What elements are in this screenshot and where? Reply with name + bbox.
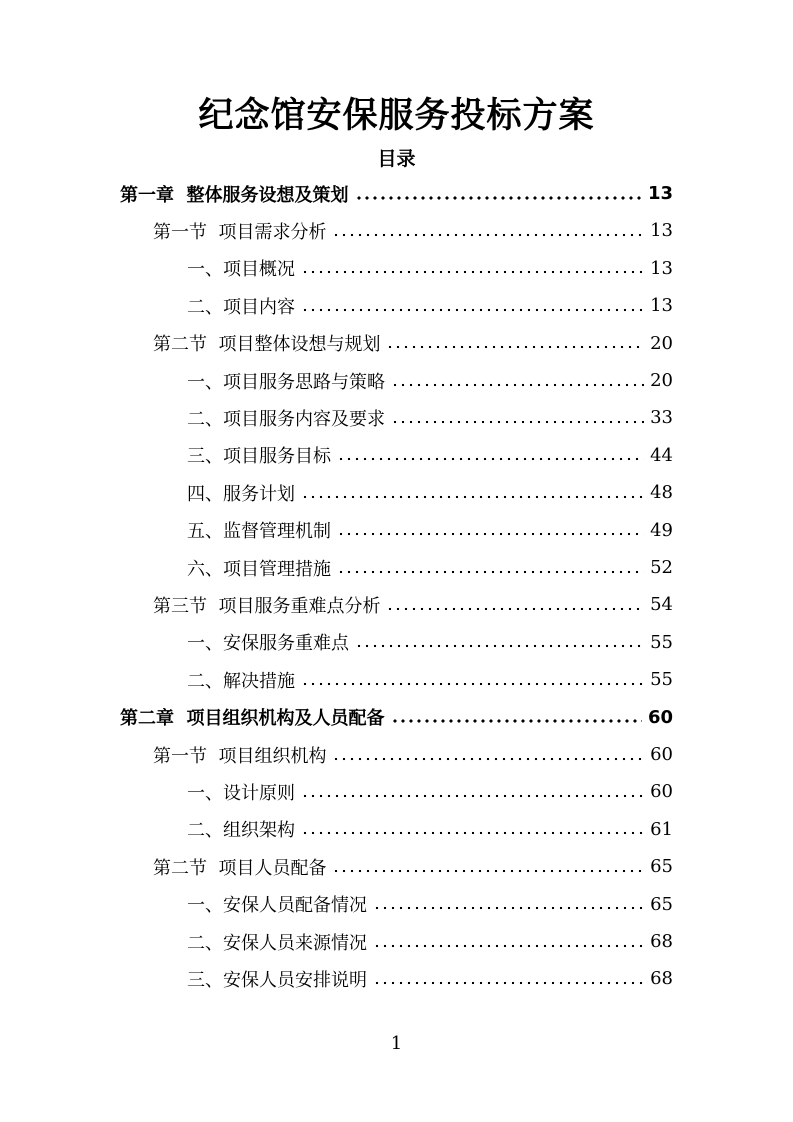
toc-entry-item[interactable] [187,437,673,474]
toc-entry-section[interactable] [153,848,673,885]
toc-entry-page: 61 [650,818,673,840]
toc-entry-text: 第一章 整体服务设想及策划 [120,184,349,206]
dot-leader [301,823,644,835]
toc-entry-text: 一、项目概况 [187,259,295,281]
toc-entry-text: 第二节 项目整体设想与规划 [153,334,381,356]
toc-entry-page: 49 [650,519,673,541]
page-number: 1 [390,1033,403,1054]
dot-leader [301,487,644,499]
toc-entry-page: 44 [650,444,673,466]
toc-entry-item[interactable] [187,512,673,549]
toc-entry-item[interactable] [187,811,673,848]
toc-entry-page: 55 [650,631,673,653]
toc-entry-text: 二、组织架构 [187,820,295,842]
dot-leader [391,412,644,424]
toc-entry-text: 第二章 项目组织机构及人员配备 [120,708,385,730]
toc-entry-item[interactable] [187,399,673,436]
dot-leader [301,674,644,686]
toc-entry-text: 一、设计原则 [187,782,295,804]
toc-entry-page: 33 [650,407,673,429]
toc-entry-page: 68 [650,968,673,990]
toc-entry-item[interactable] [187,624,673,661]
dot-leader [386,337,644,349]
toc-entry-text: 四、服务计划 [187,483,295,505]
toc-entry-page: 20 [650,370,673,391]
toc-entry-page: 55 [650,669,673,691]
toc-entry-text: 二、安保人员来源情况 [187,932,367,954]
toc-entry-text: 二、项目服务内容及要求 [187,408,385,430]
dot-leader [337,449,644,461]
toc-entry-item[interactable] [187,773,673,810]
document-title: 纪念馆安保服务投标方案 [198,96,595,136]
dot-leader [332,861,644,873]
toc-entry-page: 20 [650,332,673,354]
toc-entry-item[interactable] [187,549,673,586]
toc-entry-item[interactable] [187,287,673,324]
toc-entry-item[interactable] [187,661,673,698]
toc-entry-page: 68 [650,931,673,952]
dot-leader [373,936,644,948]
toc-entry-page: 60 [650,744,673,765]
toc-heading: 目录 [377,148,416,170]
toc-entry-text: 第一节 项目需求分析 [153,221,327,243]
dot-leader [391,711,642,723]
toc-entry-item[interactable] [187,960,673,997]
dot-leader [301,786,644,798]
dot-leader [391,375,644,387]
toc-entry-page: 52 [650,557,673,578]
dot-leader [332,225,644,237]
toc-entry-page: 13 [650,295,673,317]
toc-entry-text: 第三节 项目服务重难点分析 [153,595,381,617]
dot-leader [355,636,644,648]
toc-entry-page: 13 [650,220,673,242]
toc-entry-text: 二、项目内容 [187,296,295,318]
toc-entry-page: 60 [647,706,673,728]
dot-leader [373,898,644,910]
toc-entry-text: 一、项目服务思路与策略 [187,371,385,393]
toc-entry-page: 48 [650,482,673,504]
dot-leader [301,300,644,312]
toc-entry-section[interactable] [153,212,673,249]
toc-entry-page: 60 [650,781,673,803]
toc-entry-text: 六、项目管理措施 [187,558,331,580]
toc-entry-text: 第二节 项目人员配备 [153,857,327,879]
dot-leader [337,524,644,536]
toc-entry-page: 13 [647,183,673,204]
toc-entry-section[interactable] [153,586,673,623]
toc-entry-item[interactable] [187,250,673,287]
dot-leader [355,188,642,200]
toc-entry-text: 一、安保人员配备情况 [187,895,367,917]
toc-entry-chapter[interactable] [120,175,673,212]
toc-entry-text: 一、安保服务重难点 [187,633,349,655]
toc-entry-text: 五、监督管理机制 [187,521,331,543]
dot-leader [386,599,644,611]
toc-entry-text: 三、项目服务目标 [187,446,331,468]
dot-leader [337,562,644,574]
dot-leader [373,973,644,985]
toc-entry-page: 54 [650,594,673,616]
toc-entry-text: 第一节 项目组织机构 [153,745,327,767]
toc-entry-text: 三、安保人员安排说明 [187,969,367,991]
toc-entry-item[interactable] [187,886,673,923]
toc-entry-page: 13 [650,257,673,279]
dot-leader [301,262,644,274]
toc-entry-text: 二、解决措施 [187,670,295,692]
toc-entry-item[interactable] [187,362,673,399]
toc-entry-page: 65 [650,893,673,915]
toc-entry-chapter[interactable] [120,699,673,736]
dot-leader [332,749,644,761]
toc-entry-item[interactable] [187,474,673,511]
toc-entry-section[interactable] [153,325,673,362]
toc-entry-page: 65 [650,856,673,878]
toc-entry-item[interactable] [187,923,673,960]
toc-entry-section[interactable] [153,736,673,773]
